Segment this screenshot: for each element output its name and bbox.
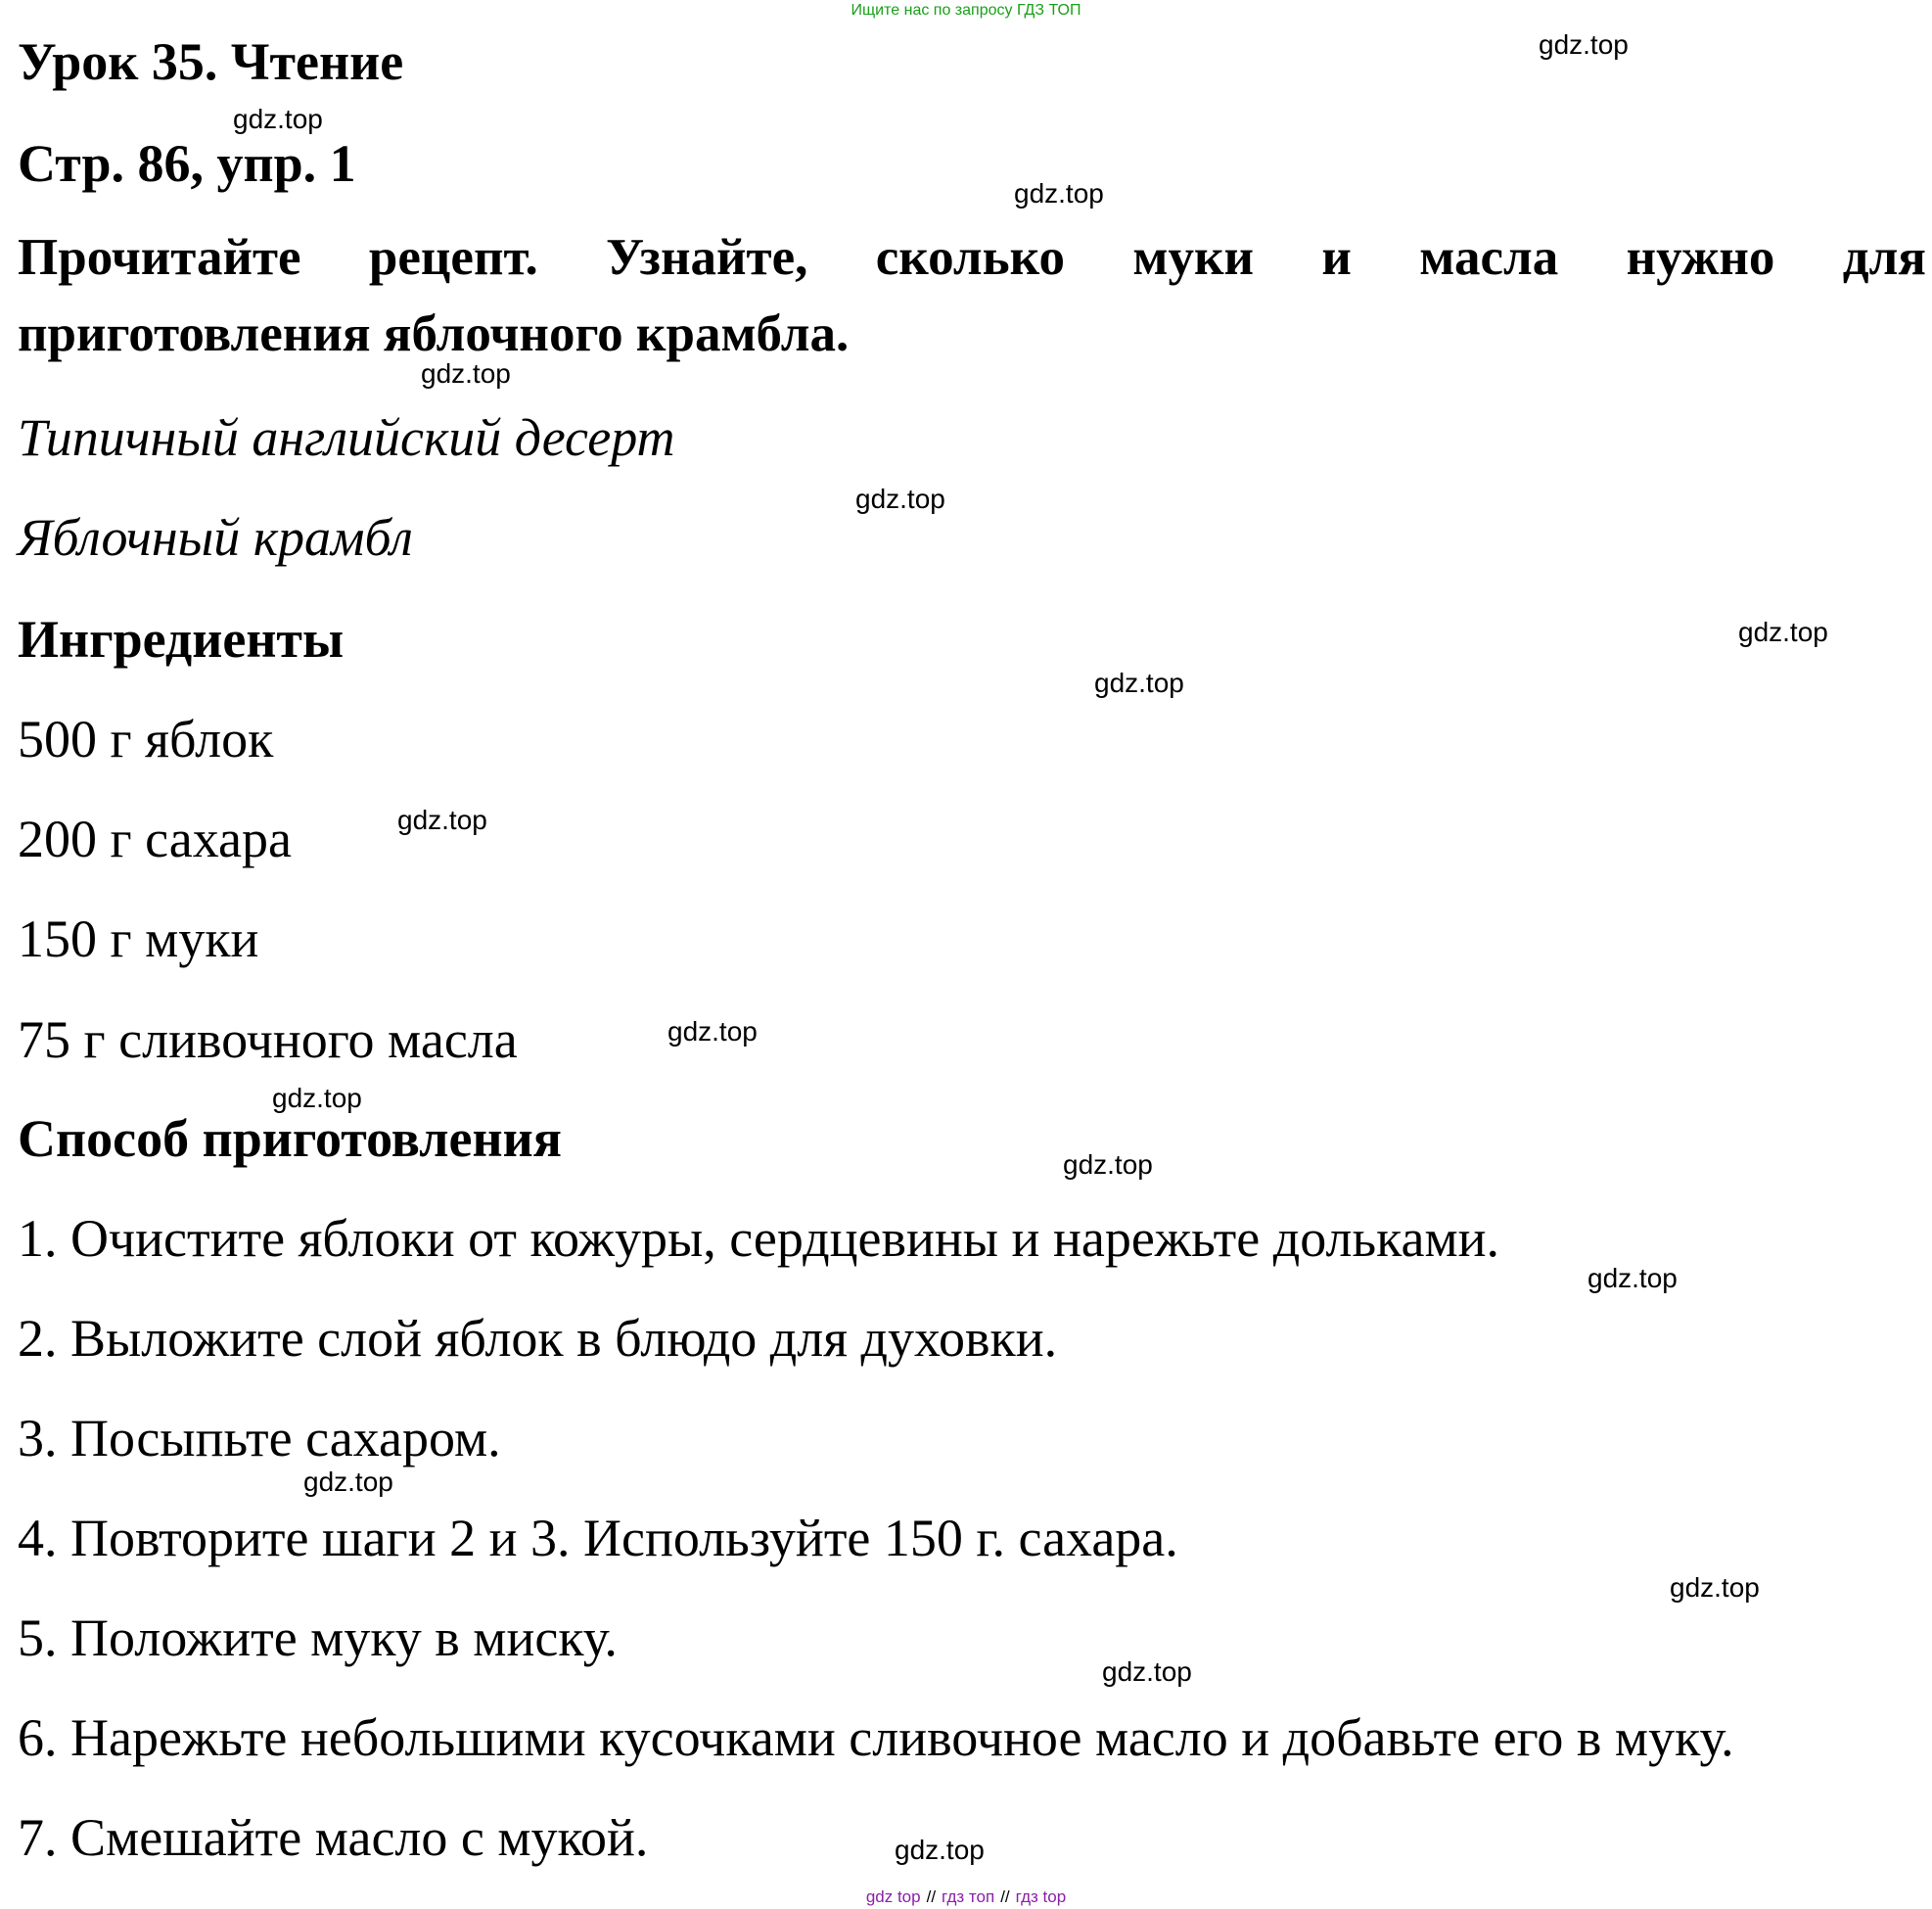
bottom-banner-link[interactable]: гдз top bbox=[1015, 1887, 1067, 1906]
watermark: gdz.top bbox=[1539, 29, 1629, 60]
method-step: 3. Посыпьте сахаром. bbox=[18, 1409, 501, 1467]
method-step: 5. Положите муку в миску. bbox=[18, 1608, 618, 1667]
watermark: gdz.top bbox=[233, 104, 323, 134]
method-step: 4. Повторите шаги 2 и 3. Используйте 150 г. сахара. bbox=[18, 1509, 1178, 1567]
ingredient-item: 500 г яблок bbox=[18, 710, 274, 768]
watermark: gdz.top bbox=[397, 805, 487, 835]
watermark: gdz.top bbox=[1014, 178, 1104, 209]
top-banner[interactable] bbox=[0, 2, 1932, 20]
watermark: gdz.top bbox=[1094, 668, 1184, 698]
watermark: gdz.top bbox=[1587, 1263, 1678, 1293]
method-step: 7. Смешайте масло с мукой. bbox=[18, 1808, 649, 1867]
watermark: gdz.top bbox=[667, 1016, 758, 1047]
watermark: gdz.top bbox=[421, 358, 511, 389]
watermark: gdz.top bbox=[895, 1835, 985, 1865]
method-step: 6. Нарежьте небольшими кусочками сливочное масло и добавьте его в муку. bbox=[18, 1708, 1734, 1767]
ingredients-heading: Ингредиенты bbox=[18, 610, 345, 669]
bottom-banner-separator: // bbox=[926, 1887, 937, 1906]
watermark: gdz.top bbox=[855, 484, 945, 514]
bottom-banner-separator: // bbox=[1000, 1887, 1010, 1906]
recipe-subtitle: Типичный английский десерт bbox=[18, 408, 675, 467]
instruction-line-1: Прочитайте рецепт. Узнайте, сколько муки и масла нужно для bbox=[18, 229, 1926, 286]
watermark: gdz.top bbox=[1063, 1149, 1153, 1180]
watermark: gdz.top bbox=[1102, 1656, 1192, 1687]
method-heading: Способ приготовления bbox=[18, 1109, 562, 1168]
method-step: 1. Очистите яблоки от кожуры, сердцевины и нарежьте дольками. bbox=[18, 1209, 1500, 1268]
instruction-line-2: приготовления яблочного крамбла. bbox=[18, 305, 850, 362]
bottom-banner[interactable] bbox=[0, 1887, 1932, 1907]
ingredient-item: 150 г муки bbox=[18, 909, 259, 968]
exercise-reference: Стр. 86, упр. 1 bbox=[18, 134, 356, 193]
recipe-name: Яблочный крамбл bbox=[18, 508, 413, 567]
bottom-banner-link[interactable]: gdz top bbox=[865, 1887, 921, 1906]
bottom-banner-link[interactable]: гдз топ bbox=[942, 1887, 995, 1906]
ingredient-item: 200 г сахара bbox=[18, 810, 292, 868]
watermark: gdz.top bbox=[303, 1467, 393, 1497]
lesson-title: Урок 35. Чтение bbox=[18, 32, 404, 91]
watermark: gdz.top bbox=[1738, 617, 1828, 647]
exercise-instruction bbox=[18, 219, 1926, 372]
watermark: gdz.top bbox=[1670, 1572, 1760, 1603]
top-banner-text[interactable]: Ищите нас по запросу ГДЗ ТОП bbox=[851, 2, 1081, 19]
watermark: gdz.top bbox=[272, 1083, 362, 1113]
ingredient-item: 75 г сливочного масла bbox=[18, 1010, 518, 1069]
method-step: 2. Выложите слой яблок в блюдо для духовки. bbox=[18, 1309, 1058, 1368]
